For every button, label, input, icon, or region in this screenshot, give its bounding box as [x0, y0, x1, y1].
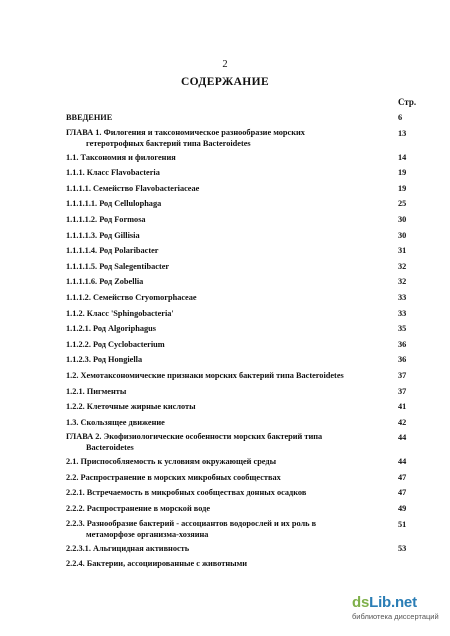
watermark: [352, 594, 448, 621]
toc-entry-page: 30: [398, 214, 407, 224]
toc-entry-page: 32: [398, 261, 407, 271]
toc-entry: [66, 518, 426, 542]
toc-entry-page: 47: [398, 488, 407, 498]
toc-entry-title: 1.1.2.2. Род Cyclobacterium: [66, 339, 165, 349]
toc-entry-page: 36: [398, 355, 407, 365]
toc-entry-title: 1.3. Скользящее движение: [66, 417, 165, 427]
toc-entry: [66, 486, 426, 502]
toc-entry-page: 6: [398, 113, 403, 122]
toc-entry-page: 31: [398, 246, 407, 256]
toc-entry-title: 2.2.4. Бактерии, ассоциированные с животными: [66, 559, 248, 569]
toc-entry-page: 41: [398, 402, 407, 412]
toc-entry: [66, 416, 426, 432]
toc-entry: [66, 369, 426, 385]
toc-entry: [66, 111, 426, 127]
toc-entry-page: 33: [398, 308, 407, 318]
toc-entry: [66, 260, 426, 276]
toc-entry-title: 1.1.1. Класс Flavobacteria: [66, 168, 160, 178]
toc-entry-title: 2.1. Приспособляемость к условиям окружающей среды: [66, 457, 277, 467]
toc-entry: [66, 322, 426, 338]
toc-entry-title: 1.2.1. Пигменты: [66, 386, 127, 396]
toc-entry: [66, 338, 426, 354]
toc-entry-title: 2.2.3.1. Альгицидная активность: [66, 543, 190, 553]
toc-entry: [66, 151, 426, 167]
toc-entry: [66, 213, 426, 229]
page-column-label: Стр.: [398, 97, 417, 107]
toc-entry-page: 51: [398, 519, 407, 529]
toc-entry-title: 1.1.1.2. Семейство Cryomorphaceae: [66, 292, 197, 302]
toc-entry-page: 32: [398, 277, 407, 287]
toc-entry-page: 33: [398, 292, 407, 302]
toc-entry-page: 13: [398, 128, 407, 138]
toc-entry-title: 1.1.2.3. Род Hongiella: [66, 355, 143, 365]
toc-entry: [66, 197, 426, 213]
toc-entry-page: 44: [398, 433, 407, 443]
toc-entry-title: ВВЕДЕНИЕ: [66, 113, 113, 122]
toc-entry-title: 1.1. Таксономия и филогения: [66, 152, 176, 162]
toc-entry-title: 1.1.2.1. Род Algoriphagus: [66, 324, 156, 334]
toc-entry-title: 1.1.1.1.2. Род Formosa: [66, 214, 146, 224]
toc-entry-page: 44: [398, 457, 407, 467]
dslib-logo[interactable]: dsLib.net: [352, 594, 417, 611]
toc-entry: [66, 307, 426, 323]
toc-entry: [66, 557, 426, 573]
toc-entry-page: 53: [398, 543, 407, 553]
toc-entry-page: 42: [398, 417, 407, 427]
toc-entry: [66, 127, 426, 151]
toc-entry: [66, 182, 426, 198]
toc-entry-title: 1.1.2. Класс 'Sphingobacteria': [66, 308, 174, 318]
toc-entry-title: 2.2.2. Распространение в морской воде: [66, 504, 211, 514]
toc-entry: [66, 400, 426, 416]
toc-entry: [66, 244, 426, 260]
toc-entry-page: 47: [398, 472, 407, 482]
toc-entry: [66, 471, 426, 487]
toc-entry-title: 1.1.1.1.3. Род Gillisia: [66, 230, 140, 240]
toc-entry-title: 1.1.1.1.4. Род Polaribacter: [66, 246, 159, 256]
toc-entry-title: 2.2. Распространение в морских микробных сообществах: [66, 472, 281, 482]
toc-entry: [66, 275, 426, 291]
toc-entry-page: 14: [398, 152, 407, 162]
page-title: СОДЕРЖАНИЕ: [180, 76, 270, 88]
toc-entry: [66, 166, 426, 182]
toc-entry-page: 19: [398, 168, 407, 178]
toc-entry: [66, 353, 426, 369]
table-of-contents: [66, 111, 426, 573]
toc-entry-title: 2.2.3. Разнообразие бактерий - ассоциантов водорослей и их роль в метаморфозе организма-хозяина: [66, 518, 317, 539]
page-number: 2: [222, 59, 228, 70]
toc-entry-page: 30: [398, 230, 407, 240]
toc-entry-title: 1.1.1.1.5. Род Salegentibacter: [66, 261, 170, 271]
toc-entry: [66, 385, 426, 401]
toc-entry-title: 2.2.1. Встречаемость в микробных сообществах донных осадков: [66, 488, 307, 498]
toc-entry-page: 36: [398, 339, 407, 349]
toc-entry: [66, 542, 426, 558]
toc-entry: [66, 291, 426, 307]
toc-entry-page: 37: [398, 370, 407, 380]
toc-entry-page: 49: [398, 504, 407, 514]
watermark-subtitle: библиотека диссертаций: [352, 612, 439, 621]
toc-entry-title: 1.1.1.1.6. Род Zobellia: [66, 277, 144, 287]
toc-entry-title: ГЛАВА 1. Филогения и таксономическое разнообразие морских гетеротрофных бактерий типа Bacteroidetes: [66, 127, 305, 148]
toc-entry: [66, 502, 426, 518]
toc-entry-page: 19: [398, 183, 407, 193]
toc-entry: [66, 431, 426, 455]
toc-entry-title: ГЛАВА 2. Экофизиологические особенности морских бактерий типа Bacteroidetes: [66, 432, 323, 453]
toc-entry: [66, 455, 426, 471]
toc-entry-title: 1.2.2. Клеточные жирные кислоты: [66, 402, 196, 412]
toc-entry-page: 35: [398, 324, 407, 334]
toc-entry-title: 1.1.1.1. Семейство Flavobacteriaceae: [66, 183, 200, 193]
toc-entry-title: 1.2. Хемотаксономические признаки морских бактерий типа Bacteroidetes: [66, 370, 344, 380]
toc-entry-page: 25: [398, 199, 407, 209]
toc-entry-page: 37: [398, 386, 407, 396]
toc-entry-title: 1.1.1.1.1. Род Cellulophaga: [66, 199, 162, 209]
toc-entry: [66, 229, 426, 245]
